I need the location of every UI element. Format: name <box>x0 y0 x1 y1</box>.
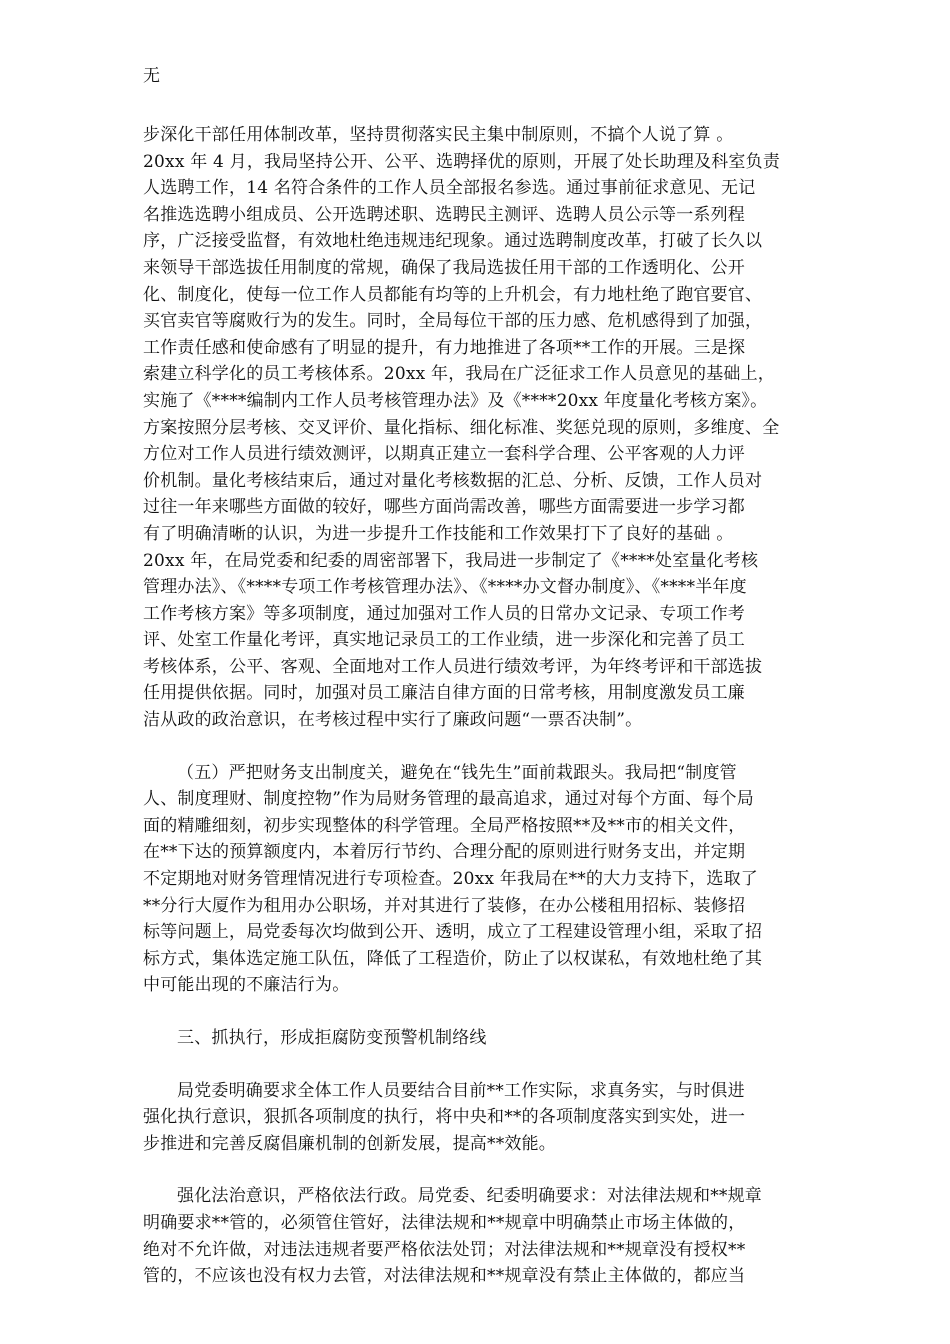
text-line: 名推选选聘小组成员、公开选聘述职、选聘民主测评、选聘人员公示等一系列程 <box>143 204 745 225</box>
text-line: 强化法治意识，严格依法行政。局党委、纪委明确要求：对法律法规和**规章 <box>177 1186 762 1207</box>
text-line: 20xx 年 4 月，我局坚持公开、公平、选聘择优的原则，开展了处长助理及科室负责 <box>143 151 781 172</box>
text-line: 化、制度化，使每一位工作人员都能有均等的上升机会，有力地杜绝了跑官要官、 <box>143 284 763 305</box>
text-line: 买官卖官等腐败行为的发生。同时，全局每位干部的压力感、危机感得到了加强， <box>143 311 763 332</box>
paragraph-1 <box>143 122 809 734</box>
text-line: 20xx 年，在局党委和纪委的周密部署下，我局进一步制定了《****处室量化考核 <box>143 550 759 571</box>
text-line: 不定期地对财务管理情况进行专项检查。20xx 年我局在**的大力支持下，选取了 <box>143 869 759 890</box>
page-header: 无 <box>143 66 160 86</box>
text-line: 工作考核方案》等多项制度，通过加强对工作人员的日常办文记录、专项工作考 <box>143 603 745 624</box>
text-line: 明确要求**管的，必须管住管好，法律法规和**规章中明确禁止市场主体做的， <box>143 1212 746 1233</box>
text-line: **分行大厦作为租用办公职场，并对其进行了装修，在办公楼租用招标、装修招 <box>143 895 746 916</box>
paragraph-5 <box>143 1183 809 1289</box>
text-line: 局党委明确要求全体工作人员要结合目前**工作实际，求真务实，与时俱进 <box>177 1080 745 1101</box>
text-line: 人选聘工作，14 名符合条件的工作人员全部报名参选。通过事前征求意见、无记 <box>143 178 756 199</box>
paragraph-gap <box>143 999 809 1025</box>
paragraph-gap <box>143 1157 809 1183</box>
text-line: 步推进和完善反腐倡廉机制的创新发展，提高**效能。 <box>143 1133 556 1154</box>
paragraph-gap <box>143 1052 809 1078</box>
text-line: 面的精雕细刻，初步实现整体的科学管理。全局严格按照**及**市的相关文件， <box>143 815 746 836</box>
text-line: 实施了《****编制内工作人员考核管理办法》及《****20xx 年度量化考核方案》。 <box>143 390 768 411</box>
text-line: 序，广泛接受监督，有效地杜绝违规违纪现象。通过选聘制度改革，打破了长久以 <box>143 231 763 252</box>
text-line: 考核体系，公平、客观、全面地对工作人员进行绩效考评，为年终考评和干部选拔 <box>143 656 763 677</box>
section-heading <box>143 1025 809 1052</box>
text-line: 来领导干部选拔任用制度的常规，确保了我局选拔任用干部的工作透明化、公开 <box>143 257 745 278</box>
text-line: 标等问题上，局党委每次均做到公开、透明，成立了工程建设管理小组，采取了招 <box>143 922 763 943</box>
text-line: 方案按照分层考核、交叉评价、量化指标、细化标准、奖惩兑现的原则，多维度、全 <box>143 417 780 438</box>
paragraph-4 <box>143 1078 809 1158</box>
text-line: 绝对不允许做，对违法违规者要严格依法处罚；对法律法规和**规章没有授权** <box>143 1239 746 1260</box>
text-line: 管的，不应该也没有权力去管，对法律法规和**规章没有禁止主体做的，都应当 <box>143 1266 746 1287</box>
heading-line: 三、抓执行，形成拒腐防变预警机制络线 <box>177 1028 487 1048</box>
paragraph-2 <box>143 760 809 999</box>
document-body <box>143 122 809 1290</box>
text-line: 步深化干部任用体制改革，坚持贯彻落实民主集中制原则，不搞个人说了算 。 <box>143 125 734 145</box>
text-line: 评、处室工作量化考评，真实地记录员工的工作业绩，进一步深化和完善了员工 <box>143 630 745 651</box>
text-line: 强化执行意识，狠抓各项制度的执行，将中央和**的各项制度落实到实处，进一 <box>143 1107 746 1128</box>
text-line: 标方式，集体选定施工队伍，降低了工程造价，防止了以权谋私，有效地杜绝了其 <box>143 948 763 969</box>
text-line: 方位对工作人员进行绩效测评，以期真正建立一套科学合理、公平客观的人力评 <box>143 444 745 465</box>
text-line: 有了明确清晰的认识，为进一步提升工作技能和工作效果打下了良好的基础 。 <box>143 523 734 544</box>
paragraph-gap <box>143 734 809 760</box>
text-line: 管理办法》、《****专项工作考核管理办法》、《****办文督办制度》、《****半年度 <box>143 577 747 598</box>
text-line: 价机制。量化考核结束后，通过对量化考核数据的汇总、分析、反馈，工作人员对 <box>143 470 763 491</box>
text-line: 工作责任感和使命感有了明显的提升，有力地推进了各项**工作的开展。三是探 <box>143 337 746 358</box>
text-line: 任用提供依据。同时，加强对员工廉洁自律方面的日常考核，用制度激发员工廉 <box>143 683 745 704</box>
text-line: （五）严把财务支出制度关，避免在“钱先生”面前栽跟头。我局把“制度管 <box>177 762 737 783</box>
text-line: 中可能出现的不廉洁行为。 <box>143 975 350 996</box>
text-line: 在**下达的预算额度内，本着厉行节约、合理分配的原则进行财务支出，并定期 <box>143 842 746 863</box>
text-line: 洁从政的政治意识，在考核过程中实行了廉政问题“一票否决制”。 <box>143 710 643 731</box>
text-line: 过往一年来哪些方面做的较好，哪些方面尚需改善，哪些方面需要进一步学习都 <box>143 497 745 518</box>
text-line: 人、制度理财、制度控物”作为局财务管理的最高追求，通过对每个方面、每个局 <box>143 789 754 810</box>
text-line: 索建立科学化的员工考核体系。20xx 年，我局在广泛征求工作人员意见的基础上， <box>143 364 776 385</box>
